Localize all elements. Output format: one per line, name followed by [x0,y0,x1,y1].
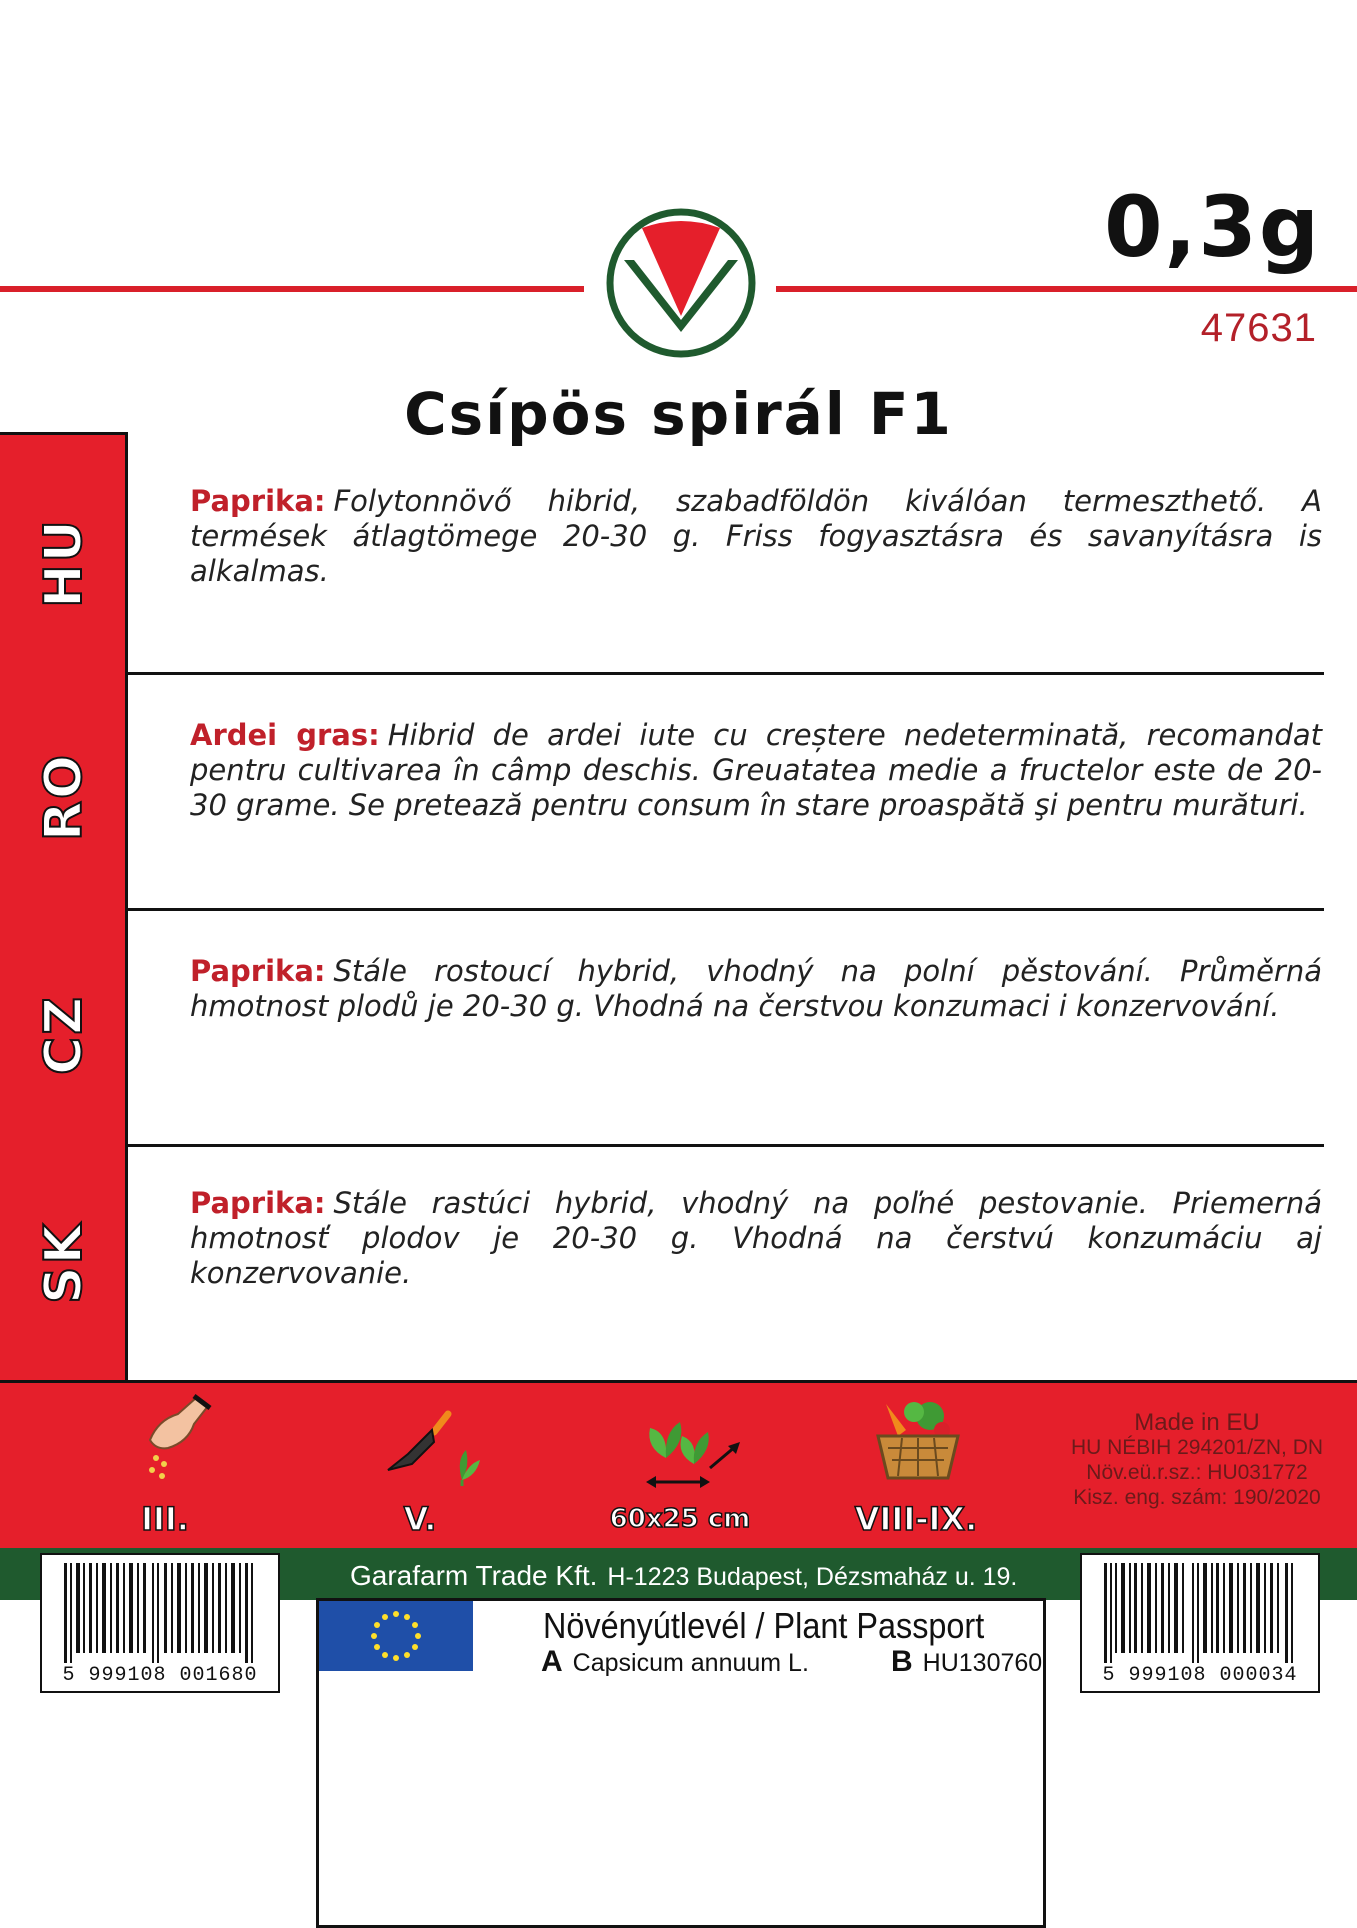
description-hu [190,484,1322,589]
barcode-number: 5 999108 000034 [1102,1664,1298,1687]
spacing-label: 60x25 cm [609,1504,751,1534]
planting-trowel-icon [376,1410,486,1490]
brand-logo [602,204,760,362]
product-title: Csípös spirál F1 [404,380,953,448]
description-text: Stále rostoucí hybrid, vhodný na polní pěstování. Průměrná hmotnost plodů je 20-30 g. Vhodná na čerstvou konzumaci i konzervování. [190,954,1322,1023]
description-label: Ardei gras: [190,718,380,752]
description-text: Stále rastúci hybrid, vhodný na poľné pestovanie. Priemerná hmotnosť plodov je 20-30 g. Vhodná na čerstvú konzumáciu aj konzervovanie. [190,1186,1322,1290]
description-text: Folytonnövő hibrid, szabadföldön kiválóan termeszthető. A termések átlagtömege 20-30 g. Friss fogyasztásra és savanyításra is alkalmas. [190,484,1322,588]
product-code: 47631 [1200,306,1317,350]
passport-a-value: Capsicum annuum L. [572,1649,809,1677]
nebih-number: HU NÉBIH 294201/ZN, DN [1070,1436,1324,1459]
license-number: Kisz. eng. szám: 190/2020 [1073,1486,1321,1509]
company-address: H-1223 Budapest, Dézsmaház u. 19. [607,1563,1018,1591]
description-label: Paprika: [190,1186,326,1220]
barcode-bars [42,1559,278,1669]
passport-title: Növényútlevél / Plant Passport [543,1605,985,1646]
eu-flag-icon [319,1601,473,1671]
passport-a-letter: A [541,1645,563,1678]
plant-spacing-icon [636,1398,746,1490]
header-line-right [776,286,1357,292]
sowing-label: III. [141,1500,189,1538]
passport-b-value: HU130760 [922,1649,1043,1677]
harvest-basket-icon [872,1396,964,1486]
plant-passport [316,1598,1046,1928]
description-ro [190,718,1322,823]
company-name: Garafarm Trade Kft. [350,1560,598,1591]
passport-b-letter: B [891,1645,913,1678]
passport-registration [891,1645,1042,1679]
package-weight: 0,3g [1104,178,1321,276]
lang-hu: HU [34,518,94,608]
lang-sk: SK [34,1222,94,1304]
header-line-left [0,286,584,292]
description-sk [190,1186,1322,1291]
barcode-number: 5 999108 001680 [62,1664,258,1687]
company-info [350,1560,1017,1592]
description-text: Hibrid de ardei iute cu creștere nedeterminată, recomandat pentru cultivarea în câmp deschis. Greuatatea medie a fructelor este de 20-30 grame. Se pretează pentru consum în stare proaspătă şi pentru murături. [190,718,1322,822]
description-label: Paprika: [190,954,326,988]
divider [128,1144,1324,1147]
sowing-hand-icon [138,1390,218,1482]
passport-species [541,1645,809,1679]
lang-cz: CZ [34,995,94,1075]
description-cz [190,954,1322,1024]
language-sidebar [0,432,128,1382]
description-label: Paprika: [190,484,326,518]
divider [128,908,1324,911]
barcode-left [40,1553,280,1693]
divider [128,672,1324,675]
registry-number: Növ.eü.r.sz.: HU031772 [1086,1461,1308,1484]
barcode-right [1080,1553,1320,1693]
registration-info [1067,1410,1327,1510]
barcode-bars [1082,1559,1318,1669]
planting-label: V. [403,1500,437,1538]
made-in-eu: Made in EU [1134,1409,1260,1436]
harvest-label: VIII-IX. [854,1500,978,1538]
lang-ro: RO [34,752,94,842]
